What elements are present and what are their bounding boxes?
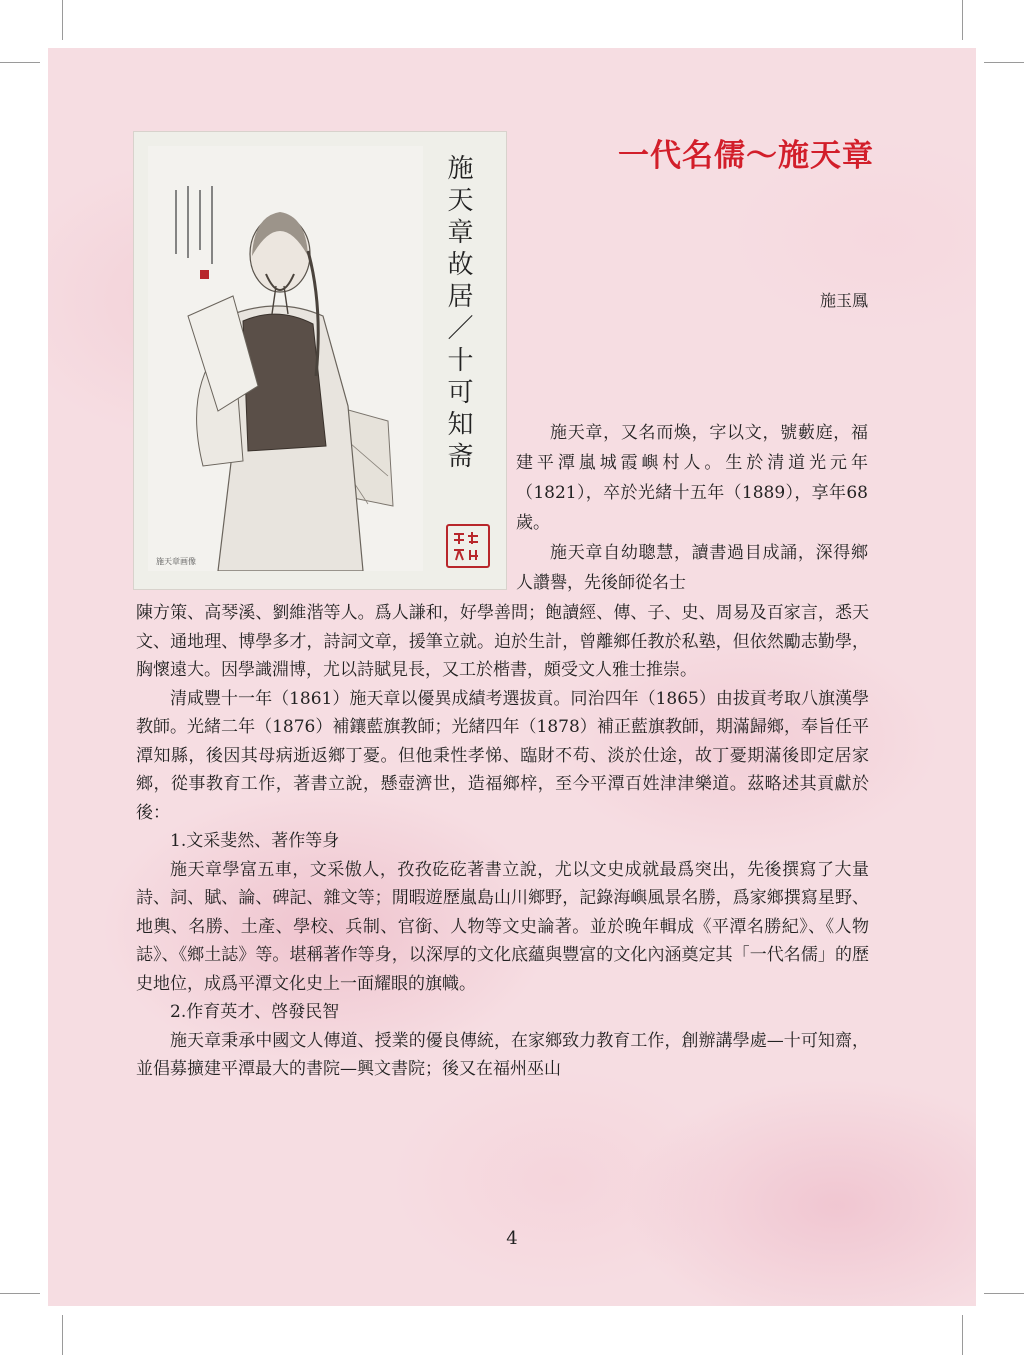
page-number: 4: [506, 1228, 518, 1249]
crop-mark: [984, 62, 1024, 63]
crop-mark: [962, 0, 963, 40]
section-heading: 1.文采斐然、著作等身: [170, 831, 340, 851]
portrait-illustration: [148, 146, 423, 571]
paragraph: 施天章秉承中國文人傳道、授業的優良傳統，在家鄉致力教育工作，創辦講學處—十可知齋，並倡募擴建平潭最大的書院—興文書院；後又在福州巫山: [136, 1030, 869, 1079]
body-text-block: [136, 599, 869, 1084]
crop-mark: [0, 1293, 40, 1294]
crop-mark: [962, 1315, 963, 1355]
paragraph: 施天章自幼聰慧，讀書過目成誦，深得鄉人讚譽，先後師從名士: [516, 543, 868, 593]
portrait-figure: [134, 132, 506, 589]
author-name: 施玉鳳: [819, 291, 868, 310]
crop-mark: [0, 62, 40, 63]
article-title: 一代名儒～施天章: [618, 138, 874, 174]
paragraph: 陳方策、高琴溪、劉維湝等人。爲人謙和，好學善問；飽讀經、傳、子、史、周易及百家言，悉天文、通地理、博學多才，詩詞文章，援筆立就。迫於生計，曾離鄉任教於私塾，但依然勵志勤學，胸懷遠大。因學識淵博，尤以詩賦見長，又工於楷書，頗受文人雅士推崇。: [136, 603, 869, 680]
portrait-image: [148, 146, 423, 571]
section-heading: 2.作育英才、啓發民智: [170, 1002, 340, 1022]
crop-mark: [62, 1315, 63, 1355]
seal-stamp: [446, 524, 490, 568]
portrait-caption: 施天章画像: [156, 557, 196, 566]
intro-text-block: [516, 418, 868, 598]
paragraph: 施天章學富五車，文采傲人，孜孜矻矻著書立說，尤以文史成就最爲突出，先後撰寫了大量詩、詞、賦、論、碑記、雜文等；閒暇遊歷嵐島山川鄉野，記錄海嶼風景名勝，爲家鄉撰寫星野、地輿、名勝、土產、學校、兵制、官銜、人物等文史論著。並於晚年輯成《平潭名勝紀》、《人物誌》、《鄉土誌》等。堪稱著作等身，以深厚的文化底蘊與豐富的文化內涵奠定其「一代名儒」的歷史地位，成爲平潭文化史上一面耀眼的旗幟。: [136, 859, 869, 994]
figure-vertical-caption: 施天章故居／十可知斋: [443, 154, 473, 474]
paragraph: 施天章，又名而煥，字以文，號藪庭，福建平潭嵐城霞嶼村人。生於清道光元年（1821），卒於光緒十五年（1889），享年68歲。: [516, 423, 868, 533]
document-page: [48, 48, 976, 1306]
crop-mark: [984, 1293, 1024, 1294]
seal-icon: [448, 526, 488, 566]
paragraph: 清咸豐十一年（1861）施天章以優異成績考選拔貢。同治四年（1865）由拔貢考取八旗漢學教師。光緒二年（1876）補鑲藍旗教師；光緒四年（1878）補正藍旗教師，期滿歸鄉，奉旨任平潭知縣，後因其母病逝返鄉丁憂。但他秉性孝悌、臨財不苟、淡於仕途，故丁憂期滿後即定居家鄉，從事教育工作，著書立說，懸壺濟世，造福鄉梓，至今平潭百姓津津樂道。茲略述其貢獻於後：: [136, 688, 869, 823]
crop-mark: [62, 0, 63, 40]
